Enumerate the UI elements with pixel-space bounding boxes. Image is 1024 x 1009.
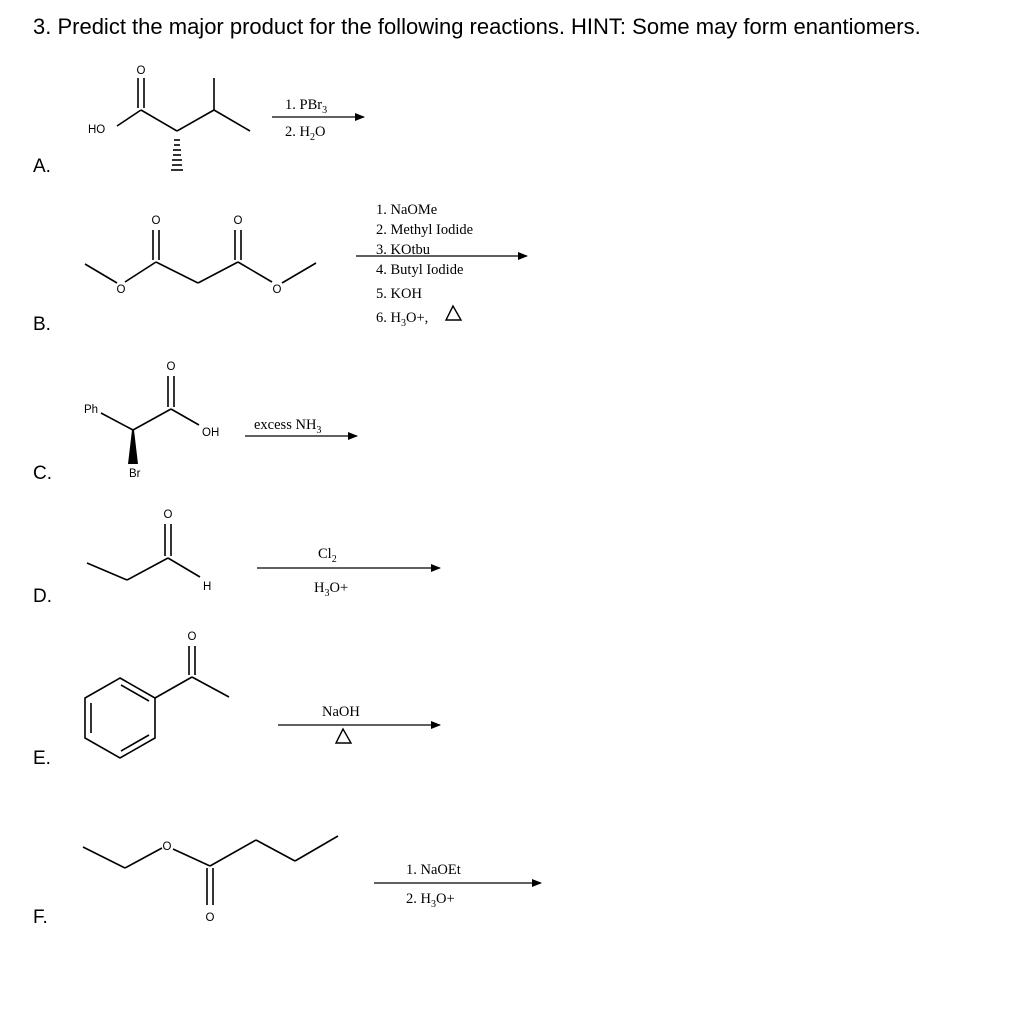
svg-text:6. H3O+,: 6. $H_3O+$, [376, 310, 429, 329]
svg-text:2. H3O+: 2. $H_3O+$ [406, 891, 455, 910]
reagents-a [272, 97, 364, 143]
reagents-d [257, 546, 440, 599]
benzene-ring [85, 678, 155, 758]
reagents-c [245, 417, 357, 436]
label-c: C. [33, 463, 52, 484]
atom-o: O [136, 65, 146, 77]
delta-heat-symbol [336, 729, 351, 743]
label-e: E. [33, 748, 51, 769]
atom-o: O [116, 284, 126, 296]
svg-text:excess NH3: excess $NH_3$ [254, 417, 322, 436]
molecule-b [85, 215, 316, 296]
svg-text:1. PBr3: 1. PBr$_3$ [285, 97, 328, 116]
atom-ho: HO [88, 124, 106, 136]
svg-text:H3O+: $H_3O+$ [314, 580, 349, 599]
svg-text:5. KOH: 5. KOH [376, 286, 422, 302]
molecule-f [83, 836, 338, 924]
atom-o: O [163, 509, 173, 521]
hashed-wedge-bond [171, 140, 183, 170]
atom-o: O [187, 631, 197, 643]
atom-o: O [166, 361, 176, 373]
atom-ph: Ph [84, 404, 99, 416]
svg-text:4. Butyl Iodide: 4. Butyl Iodide [376, 262, 464, 278]
atom-oh: OH [202, 427, 220, 439]
label-d: D. [33, 586, 52, 607]
label-a: A. [33, 156, 51, 177]
svg-text:Cl2: $Cl_2$ [318, 546, 337, 565]
question-title: 3. Predict the major product for the following reactions. HINT: Some may form enantiomers. [33, 14, 921, 39]
svg-text:1. NaOMe: 1. NaOMe [376, 202, 438, 218]
molecule-e [85, 631, 229, 758]
reagents-b [356, 202, 527, 329]
svg-text:2. Methyl Iodide: 2. Methyl Iodide [376, 222, 474, 238]
wedge-bond [128, 430, 138, 464]
svg-text:2. H2O: 2. $H_2O$ [285, 124, 326, 143]
atom-o: O [233, 215, 243, 227]
atom-o: O [162, 841, 172, 853]
molecule-d [87, 509, 211, 593]
svg-text:NaOH: NaOH [322, 704, 360, 720]
atom-o: O [151, 215, 161, 227]
atom-o: O [272, 284, 282, 296]
label-f: F. [33, 907, 48, 928]
molecule-a [88, 65, 250, 170]
molecule-c [84, 361, 219, 480]
svg-text:3. KOtbu: 3. KOtbu [376, 242, 430, 258]
reagents-f [374, 862, 541, 910]
delta-heat-symbol [446, 306, 461, 320]
label-b: B. [33, 314, 51, 335]
atom-h: H [203, 581, 212, 593]
svg-text:1. NaOEt: 1. NaOEt [406, 862, 461, 878]
reagents-e [278, 704, 440, 743]
atom-o: O [205, 912, 215, 924]
atom-br: Br [129, 468, 141, 480]
